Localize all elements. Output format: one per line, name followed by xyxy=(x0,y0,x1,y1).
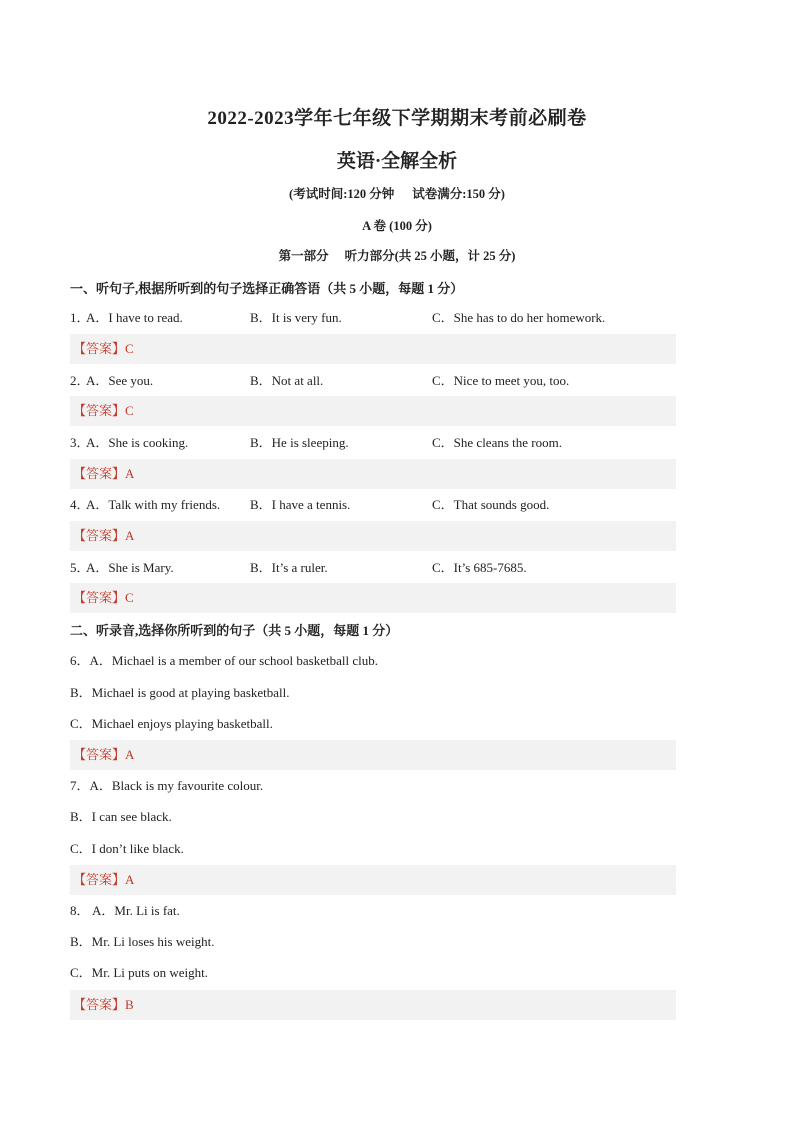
page-subtitle: 英语·全解全析 xyxy=(336,151,458,172)
answer-text: 【答案】A xyxy=(73,872,135,887)
option-b: B．Michael is good at playing basketball. xyxy=(70,685,290,700)
question-row xyxy=(70,433,676,453)
option-c: C．I don’t like black. xyxy=(70,841,184,856)
question-line xyxy=(70,683,676,703)
exam-time: (考试时间:120 分钟 xyxy=(289,187,395,201)
option-b: B．It’s a ruler. xyxy=(250,560,328,575)
option-a: A．See you. xyxy=(86,373,154,388)
question-line xyxy=(70,839,676,859)
option-c: C．Nice to meet you, too. xyxy=(432,373,570,388)
option-c: C．It’s 685-7685. xyxy=(432,560,527,575)
question-line xyxy=(70,932,676,952)
answer-bar xyxy=(70,990,676,1020)
part-desc: 听力部分(共 25 小题，计 25 分) xyxy=(344,249,516,263)
question-number: 3． xyxy=(70,435,90,450)
question-row xyxy=(70,371,676,391)
question-row xyxy=(70,308,676,328)
option-b: B．He is sleeping. xyxy=(250,435,349,450)
volume-label: A 卷 (100 分) xyxy=(362,219,432,233)
question-line xyxy=(70,901,676,921)
answer-text: 【答案】A xyxy=(73,466,135,481)
answer-text: 【答案】C xyxy=(73,403,134,418)
option-a: A．Talk with my friends. xyxy=(86,497,221,512)
answer-text: 【答案】A xyxy=(73,528,135,543)
option-a: A．She is cooking. xyxy=(86,435,189,450)
section-heading: 一、听句子,根据所听到的句子选择正确答语（共 5 小题，每题 1 分） xyxy=(70,281,464,296)
answer-text: 【答案】C xyxy=(73,341,134,356)
option-b: B．Mr. Li loses his weight. xyxy=(70,934,215,949)
option-b: B．I can see black. xyxy=(70,809,172,824)
answer-bar xyxy=(70,521,676,551)
option-c: C．That sounds good. xyxy=(432,497,550,512)
answer-text: 【答案】C xyxy=(73,590,134,605)
option-a: A．She is Mary. xyxy=(86,560,174,575)
option-c: C．She cleans the room. xyxy=(432,435,562,450)
question-line xyxy=(70,807,676,827)
question-line xyxy=(70,776,676,796)
answer-bar xyxy=(70,740,676,770)
option-a: 6．A．Michael is a member of our school basketball club. xyxy=(70,653,378,668)
question-number: 1． xyxy=(70,310,90,325)
option-c: C．She has to do her homework. xyxy=(432,310,606,325)
question-row xyxy=(70,558,676,578)
question-line xyxy=(70,714,676,734)
full-score: 试卷满分:150 分) xyxy=(412,187,505,201)
question-number: 2． xyxy=(70,373,90,388)
option-b: B．It is very fun. xyxy=(250,310,342,325)
question-line xyxy=(70,651,676,671)
exam-meta xyxy=(0,184,794,202)
option-b: B．I have a tennis. xyxy=(250,497,351,512)
answer-bar xyxy=(70,334,676,364)
answer-bar xyxy=(70,396,676,426)
section-heading: 二、听录音,选择你所听到的句子（共 5 小题，每题 1 分） xyxy=(70,623,399,638)
option-c: C．Mr. Li puts on weight. xyxy=(70,965,208,980)
answer-bar xyxy=(70,583,676,613)
question-number: 4． xyxy=(70,497,90,512)
option-a: 7．A．Black is my favourite colour. xyxy=(70,778,264,793)
option-a: A．I have to read. xyxy=(86,310,183,325)
part-heading xyxy=(0,246,794,264)
answer-bar xyxy=(70,865,676,895)
answer-bar xyxy=(70,459,676,489)
option-a: 8． A．Mr. Li is fat. xyxy=(70,903,180,918)
question-line xyxy=(70,963,676,983)
part-label: 第一部分 xyxy=(278,249,329,263)
option-c: C．Michael enjoys playing basketball. xyxy=(70,716,273,731)
option-b: B．Not at all. xyxy=(250,373,324,388)
answer-text: 【答案】B xyxy=(73,997,134,1012)
question-number: 5． xyxy=(70,560,90,575)
page-title: 2022-2023学年七年级下学期期末考前必刷卷 xyxy=(207,108,587,129)
question-row xyxy=(70,495,676,515)
answer-text: 【答案】A xyxy=(73,747,135,762)
